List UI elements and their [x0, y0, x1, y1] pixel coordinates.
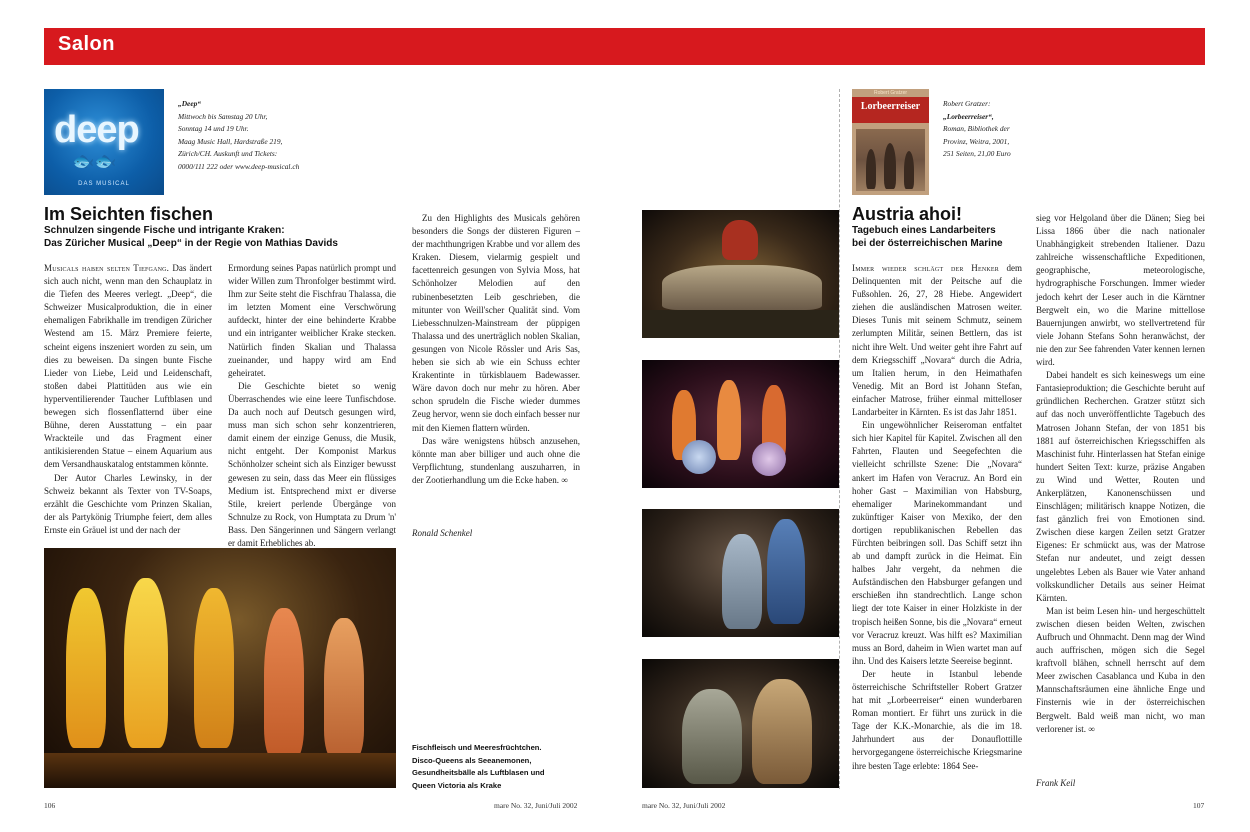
subhead-line: Schnulzen singende Fische und intrigante Kraken:	[44, 225, 285, 236]
magazine-footer-left: mare No. 32, Juni/Juli 2002	[494, 801, 578, 810]
event-title: „Deep“	[178, 99, 201, 108]
paragraph: sieg vor Helgoland über die Dänen; Sieg bei Lissa 1866 über die nach nationaler Unabhängigkeit strebenden Italiener. Dazu zahlreiche wissenschaftliche Expeditionen, geographische, meteorologische, hydrographische Forschungen. Immer wieder jedoch kehrt der Leser auch in die Kärntner Bergwelt ein, wo die Marine mittellose Bauernjungen anwirbt, wo stellvertretend für viele Johann Stefans Sohn heranwächst, der nie den zur See fahrenden Vater kennen lernen wird.	[1036, 213, 1205, 368]
event-info-line: 0000/111 222 oder www.deep-musical.ch	[178, 161, 300, 171]
page-number-right: 107	[1193, 801, 1205, 810]
caption-line: Gesundheitsbälle als Luftblasen und	[412, 768, 545, 777]
magazine-footer-right: mare No. 32, Juni/Juli 2002	[642, 801, 726, 810]
book-info-line: Robert Gratzer:	[943, 99, 991, 108]
article-column-2	[228, 262, 396, 550]
paragraph: Zu den Highlights des Musicals gehören besonders die Songs der düsteren Figuren – der machthungrigen Krabbe und vor allem des Kraken. Diesem, vielarmig gespielt und facettenreich gesungen von Sylvia Moss, hat Schönholzer Melodien auf den rubinenbesetzten Leib geschrieben, die mitunter von Weill'scher Qualität sind. Vom Liebesschnulzen-Mainstream der püppigen Thalassa und des unerträglich noblen Skalian, gesungen von Nicole Rössler und Aris Sas, heben sie sich ab wie ein Schuss echter Krakentinte in türkisblauem Badewasser. Wäre davon doch nur mehr zu hören. Aber schon sprudeln die Fische wieder dummes Zeug hervor, wenn sie doch einfach besser nur mit den Kiemen flattern würden.	[412, 213, 580, 433]
paragraph: Das ändert sich auch nicht, wenn man den Schauplatz in die Tiefen des Meeres verlegt. „Deep“, die Schweizer Musicalproduktion, die in einer ehemaligen Fabrikhalle im trendigen Züricher Westend am 15. März Premiere feierte, scheint eigens inszeniert worden zu sein, um dies zu beweisen. Da singen bunte Fische Lieder von Liebe, Leid und Leidenschaft, stoßen dabei Plattitüden aus wie ein hyperventilierender Taucher Luftblasen und bewegen sich flossenflatternd über eine Bühne, deren Ausstattung – ein paar Wrackteile und das Fragment einer antikisierenden Statue – einem Aquarium aus dem Versandhauskatalog entstammen könnte.	[44, 263, 212, 470]
stage-photo-1	[642, 210, 839, 338]
article-column-1	[44, 262, 212, 537]
paragraph: Der Autor Charles Lewinsky, in der Schweiz bekannt als Texter von TV-Soaps, erzählt die Geschichte vom Prinzen Skalian, der als Partykönig Triumphe feiert, dem alles Ernste ein Gräuel ist und der nach der	[44, 472, 212, 535]
event-info-line: Zürich/CH. Auskunft und Tickets:	[178, 149, 278, 159]
fish-icon: 🐟🐟	[72, 151, 117, 171]
paragraph: Ein ungewöhnlicher Reiseroman entfaltet sich hier Kapitel für Kapitel. Zwischen all den Fahrten, Flauten und Seegefechten die vielleicht schrillste Szene: Die „Novara“ ankert im Hafen von Veracruz. An Bord ein hoher Gast – Maximilian von Habsburg, ehemaliger Marinekommandant und zukünftiger Kaiser von Mexiko, der den dortigen republikanischen Rebellen das Fürchten beibringen soll. Das Schiff setzt ihn ab und dampft zurück in die Heimat. Ein halbes Jahr vergeht, da nehmen die Aufständischen den Habsburger gefangen und erschießen ihn standrechtlich. Lange schon liegt der tote Kaiser in einer Holzkiste in der tropisch heißen Sonne, bis die „Novara“ erneut vor Veracruz kreuzt. Was hilft es? Maximilian muss an Bord, daheim in Wien wartet man auf ihn. Und des Kaisers letzte Seereise beginnt.	[852, 420, 1022, 666]
book-title: „Lorbeerreiser“,	[943, 111, 994, 121]
subhead-line: Das Züricher Musical „Deep“ in der Regie von Mathias Davids	[44, 238, 338, 249]
article-subhead	[44, 224, 338, 250]
page-number-left: 106	[44, 801, 56, 810]
subhead-line: Tagebuch eines Landarbeiters	[852, 225, 996, 236]
logo-subtitle: DAS MUSICAL	[78, 181, 130, 187]
book-cover-title: Lorbeerreiser	[860, 101, 921, 112]
review-column-1	[852, 262, 1022, 773]
logo-word: deep	[54, 109, 139, 151]
paragraph: Der heute in Istanbul lebende österreichische Schriftsteller Robert Gratzer hat mit „Lorbeerreiser“ einen wunderbaren Roman montiert. Er führt uns zurück in die Tage der K.K.-Monarchie, als die im 18. Jahrhundert aus der Donauflottille hervorgegangene österreichische Kriegsmarine ihre besten Tage erlebte: 1864 See-	[852, 668, 1022, 771]
column-divider	[839, 89, 840, 789]
paragraph: Die Geschichte bietet so wenig Überraschendes wie eine leere Tunfischdose. Da auch noch auf Deutsch gesungen wird, muss man sich schon sehr konzentrieren, damit einem der einzige Genuss, die Musik, nicht entgeht. Der Komponist Markus Schönholzer scheint sich als Einziger bewusst gewesen zu sein, dass das Meer ein flüssiges Medium ist. Entsprechend mixt er diverse Stile, kreiert perlende Übergänge von Schnulze zu Rock, von Humptata zu Drum 'n' Bass. Den Sängerinnen und Sängern verlangt er damit Erhebliches ab.	[228, 380, 396, 548]
book-cover	[852, 89, 929, 195]
caption-line: Disco-Queens als Seeanemonen,	[412, 755, 532, 765]
event-info-line: Mittwoch bis Samstag 20 Uhr,	[178, 111, 268, 121]
event-info-line: Maag Music Hall, Hardstraße 219,	[178, 136, 283, 146]
musical-photo-main	[44, 548, 396, 788]
book-info-line: 251 Seiten, 21,00 Euro	[943, 149, 1011, 159]
book-info-line: Provinz, Weitra, 2001,	[943, 136, 1010, 146]
photo-caption	[412, 742, 582, 792]
article-column-3	[412, 212, 580, 487]
paragraph: dem Delinquenten mit der Peitsche auf die Fußsohlen. 26, 27, 28 Hiebe. Angewidert ziehen die ausländischen Matrosen weiter. Dieses Tunis mit seinem Schmutz, seinem zerlumpten Militär, seinen Bettlern, das ist nicht ihre Welt. Und weiter geht ihre Fahrt auf dem Kriegsschiff „Novara“ durch die Adria, um Italien herum, in den Heimathafen Venedig. Mit an Bord ist Johann Stefan, einfacher Matrose, früher einmal mittelloser Landarbeiter in Kärnten. Es ist das Jahr 1851.	[852, 263, 1023, 418]
caption-line: Fischfleisch und Meeresfrüchtchen.	[412, 743, 542, 752]
book-info	[943, 98, 1033, 161]
section-title: Salon	[58, 33, 115, 55]
author-signature: Ronald Schenkel	[412, 528, 473, 538]
paragraph: Man ist beim Lesen hin- und hergeschüttelt zwischen diesen beiden Welten, zwischen Aufbruch und Ohnmacht. Denn mag der Wind auch auffrischen, mögen sich die Segel kraftvoll blähen, schnell herrscht auf dem Meer zwischen Casablanca und Kuba in den Mannschaftsräumen eine ähnliche Enge und Finsternis wie in der österreichischen Bergwelt. Bald weiß man nicht, wo man verlorener ist.	[1036, 605, 1205, 734]
lead-in: Musicals haben selten Tiefgang.	[44, 263, 170, 273]
review-subhead	[852, 224, 1003, 250]
end-mark: ∞	[1088, 723, 1095, 734]
subhead-line: bei der österreichischen Marine	[852, 238, 1003, 249]
paragraph: Ermordung seines Papas natürlich prompt und wider Willen zum Thronfolger bestimmt wird. Ihm zur Seite steht die Fischfrau Thalassa, die im letzten Moment eine Verschwörung aufdeckt, hinter der eine behinderte Krabbe und ein intriganter weiblicher Krake stecken. Natürlich finden Skalian und Thalassa zueinander, und happy wird am End geheiratet.	[228, 263, 396, 378]
book-cover-image	[856, 129, 925, 191]
stage-photo-3	[642, 509, 839, 637]
review-column-2	[1036, 212, 1205, 736]
paragraph: Das wäre wenigstens hübsch anzusehen, könnte man aber billiger und auch ohne die Verpflichtung, stundenlang auszuharren, in der Zootierhandlung um die Ecke haben.	[412, 435, 580, 485]
lead-in: Immer wieder schlägt der Henker	[852, 263, 1000, 273]
stage-photo-2	[642, 360, 839, 488]
deep-musical-logo	[44, 89, 164, 195]
review-author-signature: Frank Keil	[1036, 778, 1076, 788]
book-cover-author: Robert Gratzer	[873, 90, 908, 96]
event-info-line: Sonntag 14 und 19 Uhr.	[178, 124, 249, 134]
event-info	[178, 98, 338, 174]
stage-photo-4	[642, 659, 839, 788]
caption-line: Queen Victoria als Krake	[412, 780, 502, 790]
review-headline: Austria ahoi!	[852, 204, 963, 224]
book-info-line: Roman, Bibliothek der	[943, 124, 1010, 134]
section-banner	[44, 28, 1205, 65]
end-mark: ∞	[561, 474, 568, 485]
article-headline: Im Seichten fischen	[44, 204, 214, 224]
paragraph: Dabei handelt es sich keineswegs um eine Fantasieproduktion; die Geschichte beruht auf gründlichen Recherchen. Gratzer stützt sich auf das noch unveröffentlichte Tagebuch des Matrosen Johann Stefan, der von 1851 bis 1881 auf österreichischen Kriegsschiffen als Maschinist fuhr. Hinterlassen hat Stefan einige hundert Seiten Text: kurze, präzise Angaben zu Wind und Wetter, Routen und Ankerplätzen, Kanonenschüssen und Einschlägen; militärisch knappe Notizen, die fast gänzlich frei von Emotionen sind. Zwischen diese kargen Zeilen setzt Gratzer Eigenes: Er schmückt aus, was der Matrose Stefan nur andeutet, und zeigt dessen ungelebtes Leben als Bauer wie Vater anhand volkskundlicher Details aus seiner Heimat Kärnten.	[1036, 370, 1205, 603]
